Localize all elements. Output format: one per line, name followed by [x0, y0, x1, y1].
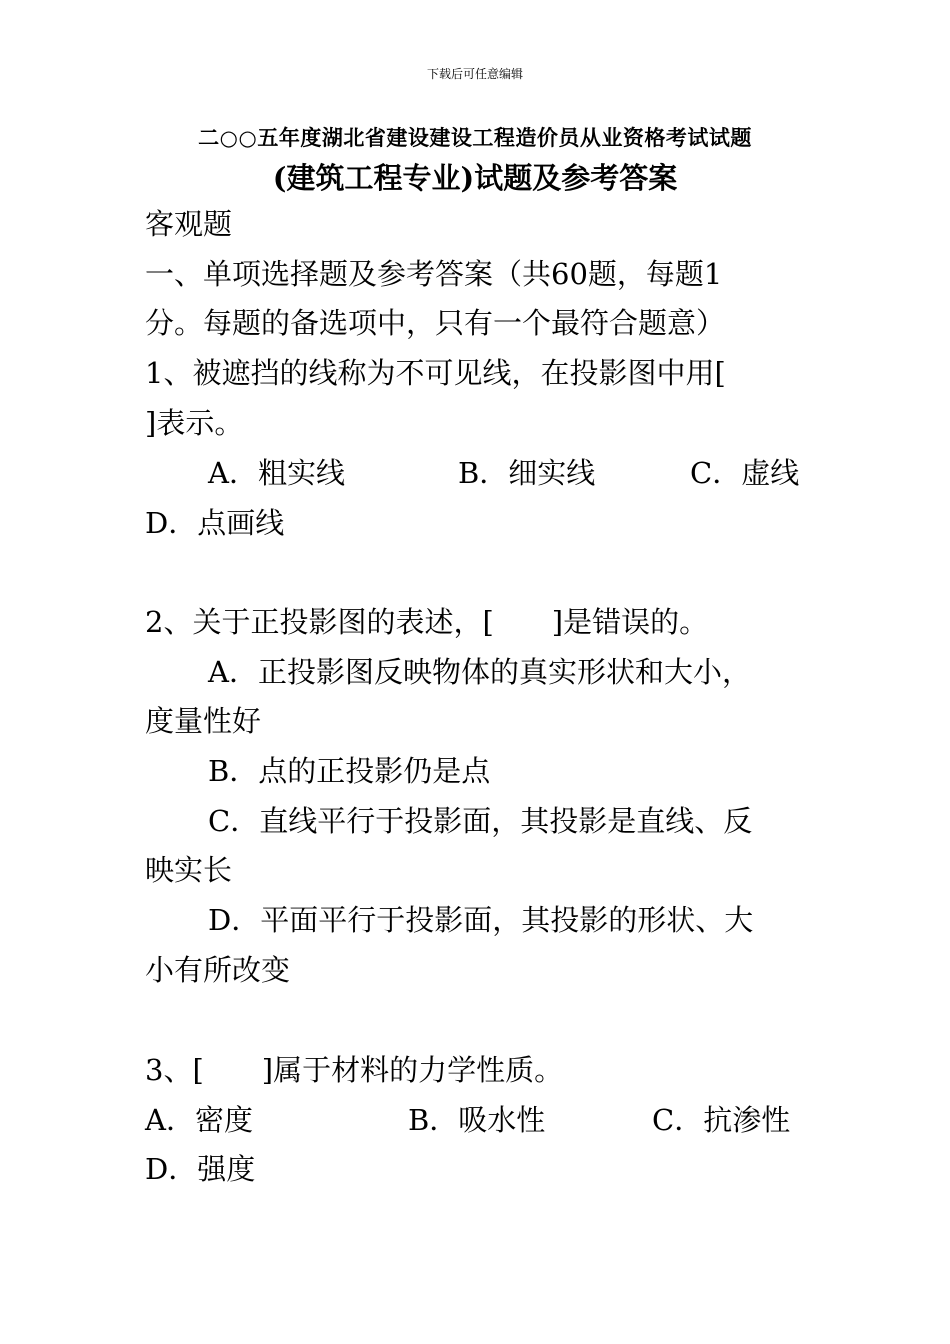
question-3-option-b: B．吸水性	[408, 1103, 546, 1137]
question-3-option-d: D．强度	[145, 1152, 256, 1186]
part-heading-line-2: 分。每题的备选项中，只有一个最符合题意）	[145, 306, 726, 340]
question-2-option-a-line-2: 度量性好	[145, 704, 262, 738]
section-heading: 客观题	[145, 207, 233, 241]
question-2-option-c-line-2: 映实长	[145, 853, 233, 887]
question-3-option-a: A．密度	[145, 1103, 253, 1137]
page-header-note: 下载后可任意编辑	[426, 67, 523, 81]
question-2-stem: 2、关于正投影图的表述，[ ]是错误的。	[145, 605, 709, 639]
question-1-option-c: C．虚线	[690, 456, 800, 490]
question-2-option-a-line-1: A．正投影图反映物体的真实形状和大小，	[208, 655, 751, 689]
question-2-option-d-line-1: D．平面平行于投影面，其投影的形状、大	[208, 903, 754, 937]
question-1-option-d: D．点画线	[145, 506, 285, 540]
question-1-stem-line-1: 1、被遮挡的线称为不可见线，在投影图中用[	[145, 356, 726, 390]
question-1-option-b: B．细实线	[458, 456, 596, 490]
question-3-option-c: C．抗渗性	[652, 1103, 791, 1137]
question-1-stem-line-2: ]表示。	[145, 406, 244, 440]
question-1-option-a: A．粗实线	[208, 456, 345, 490]
document-title: 二○○五年度湖北省建设建设工程造价员从业资格考试试题	[198, 125, 752, 150]
question-2-option-c-line-1: C．直线平行于投影面，其投影是直线、反	[208, 804, 753, 838]
part-heading-line-1: 一、单项选择题及参考答案（共60题，每题1	[145, 257, 723, 291]
question-2-option-d-line-2: 小有所改变	[145, 953, 291, 987]
document-subtitle: (建筑工程专业)试题及参考答案	[272, 161, 678, 195]
question-3-stem: 3、[ ]属于材料的力学性质。	[145, 1053, 564, 1087]
question-2-option-b: B．点的正投影仍是点	[208, 754, 491, 788]
